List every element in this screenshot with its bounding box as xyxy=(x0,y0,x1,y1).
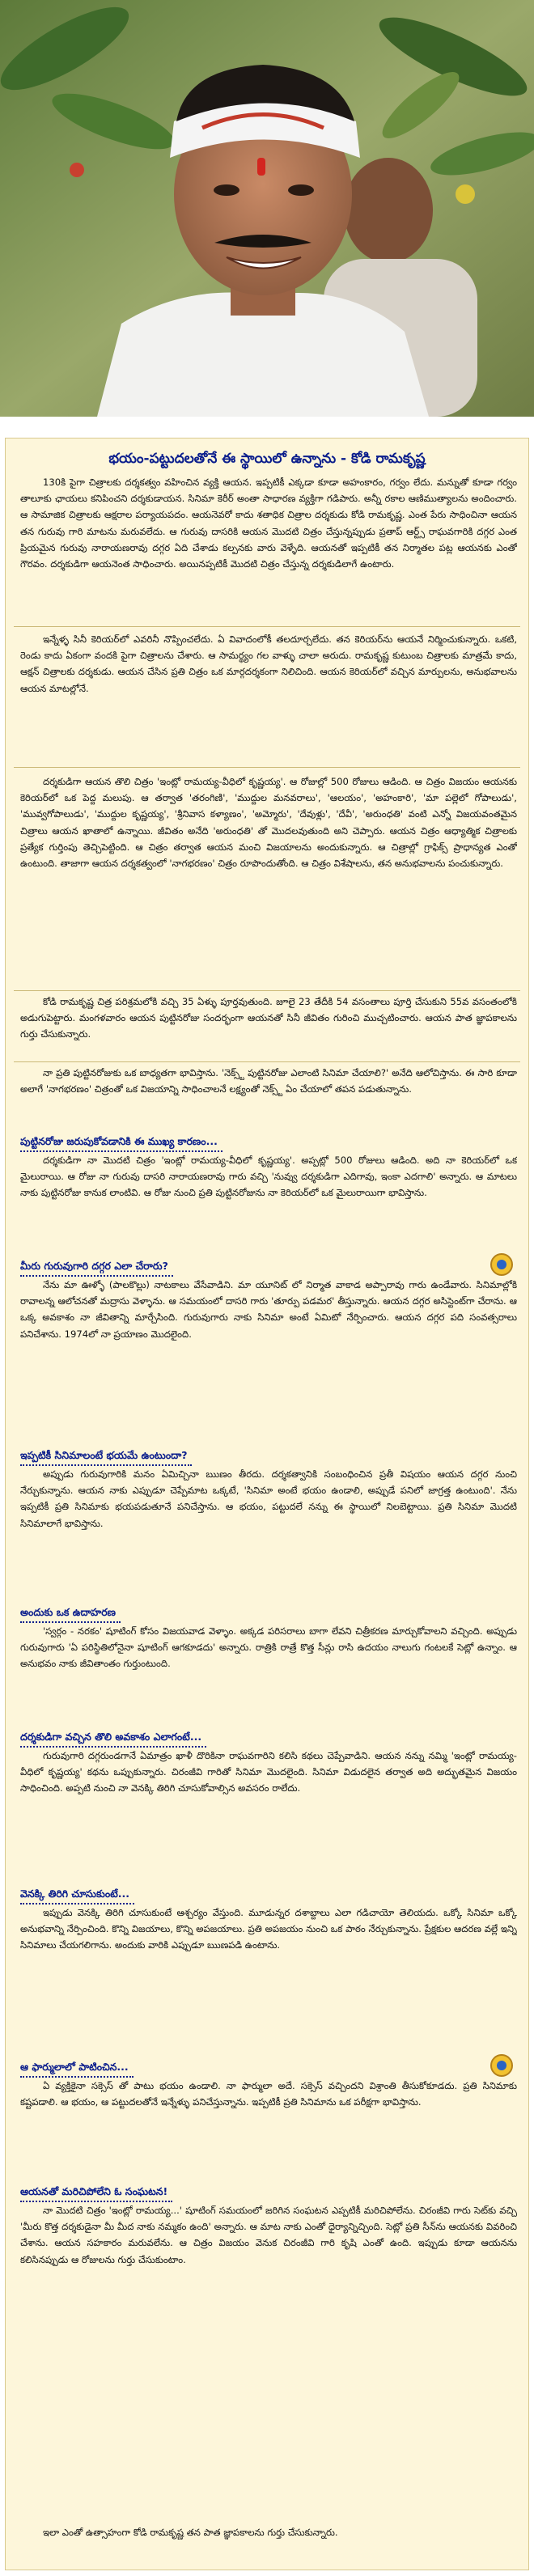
article-section xyxy=(20,2078,517,2176)
article-section xyxy=(20,1152,517,1251)
section-header-row xyxy=(20,1728,206,1746)
article-paragraph: నేను మా ఊళ్ళో (పాలకొల్లు) నాటకాలు వేసేవాడిని. మా యూనిట్ లో నిర్మాత వాకాడ అప్పారావు గారు ఉండేవారు. సినిమాల్లోకి రావాలన్న ఆలోచనతో మద్రాసు వెళ్ళాను. ఆ సమయంలో దాసరి గారు 'తూర్పు పడమర' తీస్తున్నారు. ఆయన దగ్గర అసిస్టెంట్‌గా చేరాను. ఆ ఒక్క అవకాశం నా జీవితాన్ని మార్చేసింది. గురువుగారు నాకు సినిమా అంటే ఏమిటో నేర్పించారు. ఆయన దగ్గర పది సంవత్సరాలు పనిచేశాను. 1974లో నా ప్రయాణం మొదలైంది. xyxy=(20,1279,517,1340)
article-section xyxy=(20,474,517,621)
article-section xyxy=(20,2524,517,2558)
section-divider xyxy=(14,767,520,768)
article-paragraph: గురువుగారి దగ్గరుండగానే ఏమాత్రం ఖాళీ దొరికినా రాఘవగారిని కలిసి కథలు చెప్పేవాడిని. ఆయన నన్ను నమ్మి 'ఇంట్లో రామయ్య-వీధిలో కృష్ణయ్య' కథను ఒప్పుకున్నారు. చిరంజీవి గారితో సినిమా మొదలైంది. సినిమా విడుదలైన తర్వాత అది అద్భుతమైన విజయం సాధించింది. అప్పటి నుంచి నా వెనక్కి తిరిగి చూసుకోవాల్సిన అవసరం రాలేదు. xyxy=(20,1750,517,1794)
article-section xyxy=(20,1065,517,1131)
article-section xyxy=(20,994,517,1060)
section-header-row xyxy=(20,2183,172,2201)
article-paragraph: ఇన్నేళ్ళ సినీ కెరియర్‌లో ఎవరినీ నొప్పించలేదు. ఏ వివాదంలోకీ తలదూర్చలేదు. తన కెరియర్‌ను ఆయనే నిర్మించుకున్నారు. ఒకటి, రెండు కాదు ఏకంగా వందకి పైగా చిత్రాలను చేశారు. ఆ సామర్థ్యం గల వాళ్ళు చాలా అరుదు. రామకృష్ణ కుటుంబ చిత్రాలకు మాత్రమే కాదు, ఆక్షన్ చిత్రాలకు దర్శకుడు. ఆయన చేసిన ప్రతి చిత్రం ఒక మార్గదర్శకంగా నిలిచింది. ఆయన కెరియర్‌లో వచ్చిన మార్పులను, అనుభవాలను ఆయన మాటల్లోనే. xyxy=(20,633,517,694)
article-paragraph: ఇప్పుడు వెనక్కి తిరిగి చూసుకుంటే ఆశ్చర్యం వేస్తుంది. మూడున్నర దశాబ్దాలు ఎలా గడిచాయో తెలియదు. ఒక్కో సినిమా ఒక్కో అనుభవాన్ని నేర్పించింది. కొన్ని విజయాలు, కొన్ని అపజయాలు. ప్రతి అపజయం నుంచి ఒక పాఠం నేర్చుకున్నాను. ప్రేక్షకుల ఆదరణ వల్లే ఇన్ని సినిమాలు చేయగలిగాను. అందుకు వారికి ఎప్పుడూ ఋణపడి ఉంటాను. xyxy=(20,1907,517,1951)
section-header: పుట్టినరోజు జరుపుకోవడానికి ఈ ముఖ్య కారణం... xyxy=(20,1133,222,1152)
decorative-emblem-icon xyxy=(490,1252,514,1277)
article-paragraph: నా మొదటి చిత్రం 'ఇంట్లో రామయ్య...' షూటింగ్ సమయంలో జరిగిన సంఘటన ఎప్పటికీ మరిచిపోలేను. చిరంజీవి గారు సెట్‌కు వచ్చి 'మీరు కొత్త దర్శకుడైనా మీ మీద నాకు నమ్మకం ఉంది' అన్నారు. ఆ మాట నాకు ఎంతో ధైర్యాన్నిచ్చింది. సెట్లో ప్రతి సీన్‌ను ఆయనకు వివరించి చేశాను. ఆయన సహకారం మరువలేను. ఆ చిత్రం విజయం వెనుక చిరంజీవి గారి కృషి ఎంతో ఉంది. ఇప్పుడు కూడా ఆయనను కలిసినప్పుడు ఆ రోజులను గుర్తు చేసుకుంటాం. xyxy=(20,2205,517,2265)
section-header-row xyxy=(20,1604,121,1621)
article-section xyxy=(20,631,517,762)
article-paragraph: దర్శకుడిగా ఆయన తొలి చిత్రం 'ఇంట్లో రామయ్య-వీధిలో కృష్ణయ్య'. ఆ రోజుల్లో 500 రోజులు ఆడింది. ఆ చిత్రం విజయం ఆయనకు కెరియర్‌లో ఒక పెద్ద మలుపు. ఆ తర్వాత 'తరంగిణి', 'ముద్దుల మనవరాలు', 'ఆలయం', 'అహంకారి', 'మా పల్లెలో గోపాలుడు', 'మువ్వగోపాలుడు', 'ముద్దుల కృష్ణయ్య', 'శ్రీనివాస కళ్యాణం', 'అమ్మోరు', 'దేవుళ్లు', 'దేవీ', 'అరుంధతి' వంటి ఎన్నో విజయవంతమైన చిత్రాలు ఆయన ఖాతాలో ఉన్నాయి. జీవితం అనేది 'అరుంధతి' తో మొదలవుతుంది అని చెప్పారు. ఆయన చిత్రం ఆధ్యాత్మిక చిత్రాలకు ప్రత్యేక గుర్తింపు తెచ్చిపెట్టింది. ఆ చిత్రం తర్వాత ఆయన మంచి విజయాలను అందుకున్నారు. ఆ చిత్రాల్లో గ్రాఫిక్స్ ప్రాధాన్యత ఎంతో ఉంటుంది. తాజాగా ఆయన దర్శకత్వంలో 'నాగభరణం' చిత్రం రూపొందుతోంది. ఆ చిత్రం విశేషాలను, తన అనుభవాలను పంచుకున్నారు. xyxy=(20,776,517,870)
section-header: దర్శకుడిగా వచ్చిన తొలి అవకాశం ఎలాగంటే... xyxy=(20,1729,206,1748)
article-closing-paragraph: ఇలా ఎంతో ఉత్సాహంగా కోడి రామకృష్ణ తన పాత జ్ఞాపకాలను గుర్తు చేసుకున్నారు. xyxy=(43,2527,338,2538)
article-paragraph: ఏ వ్యక్తికైనా సక్సెస్ తో పాటు భయం ఉండాలి. నా ఫార్ములా అదే. సక్సెస్ వచ్చిందని విశ్రాంతి తీసుకోకూడదు. ప్రతి సినిమాకు కష్టపడాలి. ఆ భయం, ఆ పట్టుదలతోనే ఇన్నేళ్ళు పనిచేస్తున్నాను. ఇప్పటికీ ప్రతి సినిమాను ఒక పరీక్షగా భావిస్తాను. xyxy=(20,2080,517,2108)
section-header-row xyxy=(20,2058,134,2076)
article-section xyxy=(20,2202,517,2511)
section-header: మీరు గురువుగారి దగ్గర ఎలా చేరారు? xyxy=(20,1258,173,1277)
section-divider xyxy=(14,990,520,991)
section-header: అందుకు ఒక ఉదాహరణ xyxy=(20,1604,121,1623)
section-header: ఆ ఫార్ములాలో పాటించిన... xyxy=(20,2059,134,2078)
article-section xyxy=(20,1623,517,1722)
article-section xyxy=(20,1748,517,1879)
director-photo-graphic xyxy=(0,0,534,417)
section-header: ఆయనతో మరిచిపోలేని ఓ సంఘటన! xyxy=(20,2184,172,2202)
article-headline: భయం-పట్టుదలతోనే ఈ స్థాయిలో ఉన్నాను - కోడి రామకృష్ణ xyxy=(108,451,426,467)
article-card xyxy=(5,438,529,2570)
section-header-row xyxy=(20,1133,222,1150)
section-header-row xyxy=(20,1447,192,1464)
article-section xyxy=(20,1277,517,1440)
section-divider xyxy=(14,1061,520,1062)
section-header: వెనక్కి తిరిగి చూసుకుంటే... xyxy=(20,1886,134,1904)
director-photo xyxy=(0,0,534,417)
article-paragraph: 130కి పైగా చిత్రాలకు దర్శకత్వం వహించిన వ్యక్తి ఆయన. ఇప్పటికీ ఎక్కడా కూడా అహంకారం, గర్వం లేదు. మన్నుతో కూడా గర్వం తాలూకు ఛాయలు కనిపించని దర్శకుడాయన. సినిమా కెరీర్ అంతా సాధారణ వ్యక్తిగా గడిపారు. అన్నీ రకాల ఆణిముత్యాలను అందించారు. ఆ సామాజిక చిత్రాలకు ఆక్షరాల పర్యాయపదం. ఆయనెవరో కాదు శతాధిక చిత్రాల దర్శకుడు కోడి రామకృష్ణ. ఎంత పేరు సాధించినా ఆయన తన గురువు గారి మాటను మరువలేదు. ఆ గురువు దాసరికి ఆయన మొదటి చిత్రం చేస్తున్నప్పుడు ప్రతాప్ ఆర్ట్స్ రాఘవగారికి దగ్గర ఎంత ప్రియమైన గురువు నారాయణరావు దగ్గర ఏది చేశాడు కల్పనకు వారు వెళ్ళేది. ఆయనతో ఇప్పటికీ తన నిర్మాతల పట్ల ఆయనకు ఎంతో గౌరవం. దర్శకుడిగా ఆయనెంత సాధించారు. అయినప్పటికీ మొదటి చిత్రం చేస్తున్న దర్శకుడిలాగే ఉంటారు. xyxy=(20,477,517,570)
decorative-emblem-icon xyxy=(490,2053,514,2078)
section-header: ఇప్పటికీ సినిమాలంటే భయమే ఉంటుందా? xyxy=(20,1447,192,1466)
section-header-row xyxy=(20,1257,173,1275)
section-divider xyxy=(14,626,520,627)
article-section xyxy=(20,1466,517,1597)
article-section xyxy=(20,1904,517,2052)
article-paragraph: నా ప్రతి పుట్టినరోజుకు ఒక బాధ్యతగా భావిస్తాను. 'నెక్స్ట్ పుట్టినరోజు ఎలాంటి సినిమా చేయాలి?' అనేది ఆలోచిస్తాను. ఈ సారి కూడా అలాగే 'నాగభరణం' చిత్రంతో ఒక విజయాన్ని సాధించాలనే లక్ష్యంతో నెక్స్ట్ ఏం చేయాలో తపన పడుతున్నాను. xyxy=(20,1067,517,1095)
article-paragraph: అప్పుడు గురువుగారికి మనం ఏమిచ్చినా ఋణం తీరదు. దర్శకత్వానికి సంబంధించిన ప్రతీ విషయం ఆయన దగ్గర నుంచి నేర్చుకున్నాను. ఆయన నాకు ఎప్పుడూ చెప్పేమాట ఒక్కటే, 'సినిమా అంటే భయం ఉండాలి, అప్పుడే పనిలో జాగ్రత్త ఉంటుంది'. నేను ఇప్పటికీ ప్రతి సినిమాకు భయపడుతూనే పనిచేస్తాను. ఆ భయం, పట్టుదలే నన్ను ఈ స్థాయిలో నిలబెట్టాయి. ప్రతి సినిమా మొదటి సినిమాలాగే భావిస్తాను. xyxy=(20,1468,517,1529)
article-paragraph: దర్శకుడిగా నా మొదటి చిత్రం 'ఇంట్లో రామయ్య-వీధిలో కృష్ణయ్య'. అప్పట్లో 500 రోజులు ఆడింది. అది నా కెరియర్‌లో ఒక మైలురాయి. ఆ రోజు నా గురువు దాసరి నారాయణరావు గారు వచ్చి 'నువ్వు దర్శకుడిగా ఎదిగావు, ఇంకా ఎదగాలి' అన్నారు. ఆ మాటలు నాకు పుట్టినరోజు కానుక లాంటివి. ఆ రోజు నుంచి ప్రతి పుట్టినరోజును నా కెరియర్‌లో ఒక మైలురాయిగా భావిస్తాను. xyxy=(20,1155,517,1199)
article-paragraph: కోడి రామకృష్ణ చిత్ర పరిశ్రమలోకి వచ్చి 35 ఏళ్ళు పూర్తవుతుంది. జూలై 23 తేదీకి 54 వసంతాలు పూర్తి చేసుకుని 55వ వసంతంలోకి అడుగుపెట్టారు. మంగళవారం ఆయన పుట్టినరోజు సందర్భంగా ఆయనతో సినీ జీవితం గురించి ముచ్చటించారు. ఆయన పాత జ్ఞాపకాలను గుర్తు చేసుకున్నారు. xyxy=(20,996,517,1040)
article-section xyxy=(20,773,517,985)
section-header-row xyxy=(20,1885,134,1903)
article-paragraph: 'స్వర్గం - నరకం' షూటింగ్ కోసం విజయవాడ వెళ్ళాం. అక్కడ పరిసరాలు బాగా లేవని చిత్రీకరణ మార్చుకోవాలని వచ్చింది. అప్పుడు గురువుగారు 'ఏ పరిస్థితిలోనైనా షూటింగ్ ఆగకూడదు' అన్నారు. రాత్రికి రాత్రే కొత్త సీన్లు రాసి ఉదయం నాలుగు గంటలకే సెట్లో ఉన్నాం. ఆ అనుభవం నాకు జీవితాంతం గుర్తుంటుంది. xyxy=(20,1625,517,1670)
